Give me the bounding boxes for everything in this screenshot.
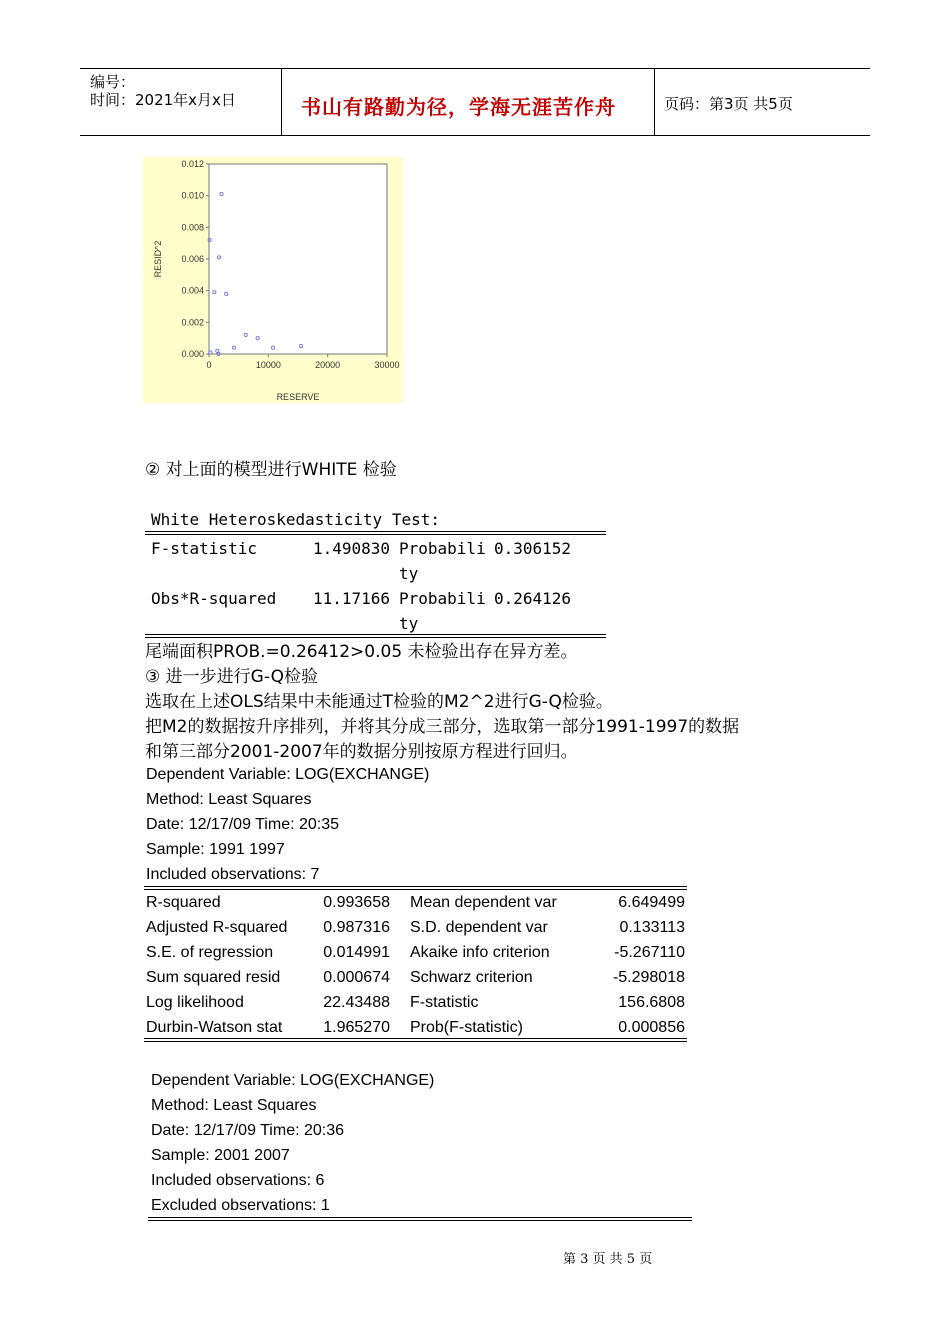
reg1-stat-value-2: 0.133113 — [619, 919, 685, 936]
reg1-table-top-rule — [144, 886, 687, 890]
section2-heading: ② 对上面的模型进行WHITE 检验 — [145, 460, 397, 480]
reg1-stat-value-2: -5.267110 — [614, 944, 685, 961]
section3-paragraph-2: 把M2的数据按升序排列，并将其分成三部分，选取第一部分1991-1997的数据 — [145, 717, 740, 737]
reg2-table-top-rule — [148, 1217, 692, 1221]
reg1-stat-label: Log likelihood — [146, 994, 244, 1011]
reg2-included-observations: Included observations: 6 — [151, 1172, 325, 1189]
reg1-dependent-variable: Dependent Variable: LOG(EXCHANGE) — [146, 766, 430, 783]
white-row-obsr-value: 11.17166 — [313, 589, 391, 608]
reg2-excluded-observations: Excluded observations: 1 — [151, 1197, 330, 1214]
reg1-stat-value-2: 6.649499 — [618, 894, 685, 911]
white-row-fstat-label: F-statistic — [151, 539, 257, 558]
header-time-label: 时间：2021年x月x日 — [90, 91, 236, 109]
reg1-stat-value: 22.43488 — [323, 994, 390, 1011]
reg1-stat-label-2: Akaike info criterion — [410, 944, 550, 961]
reg2-dependent-variable: Dependent Variable: LOG(EXCHANGE) — [151, 1072, 435, 1089]
header-motto: 书山有路勤为径，学海无涯苦作舟 — [301, 95, 616, 119]
reg1-stat-label-2: Schwarz criterion — [410, 969, 533, 986]
header-code-label: 编号： — [90, 73, 136, 91]
white-row-fstat-value: 1.490830 — [313, 539, 391, 558]
y-tick-label: 0.012 — [181, 159, 204, 169]
y-tick-label: 0.006 — [181, 254, 204, 264]
x-tick-label: 20000 — [315, 360, 341, 370]
header-divider-right — [654, 68, 655, 136]
reg1-stat-label-2: S.D. dependent var — [410, 919, 548, 936]
y-axis-label: RESID^2 — [153, 240, 163, 278]
white-row-obsr-label: Obs*R-squared — [151, 589, 277, 608]
y-tick-label: 0.008 — [181, 222, 204, 233]
reg1-stat-label: R-squared — [146, 894, 221, 911]
reg1-stat-label: Durbin-Watson stat — [146, 1019, 283, 1036]
page-footer: 第 3 页 共 5 页 — [563, 1252, 653, 1267]
plot-area — [209, 164, 387, 354]
section3-heading: ③ 进一步进行G-Q检验 — [145, 667, 318, 687]
reg1-stat-label: S.E. of regression — [146, 944, 274, 961]
x-tick-label: 0 — [206, 360, 212, 370]
header-page-label: 页码：第3页 共5页 — [664, 95, 793, 113]
white-test-title: White Heteroskedasticity Test: — [151, 510, 440, 529]
reg2-method: Method: Least Squares — [151, 1097, 317, 1114]
reg1-stat-value: 1.965270 — [323, 1019, 390, 1036]
white-row-fstat-prob-label-wrap: ty — [399, 564, 419, 583]
section3-paragraph-1: 选取在上述OLS结果中未能通过T检验的M2^2进行G-Q检验。 — [145, 692, 613, 712]
chart-canvas — [143, 157, 403, 403]
reg1-stat-label-2: Mean dependent var — [410, 894, 557, 911]
white-table-bottom-rule — [145, 634, 606, 638]
y-tick-label: 0.002 — [181, 317, 204, 328]
reg1-stat-label-2: F-statistic — [410, 994, 479, 1011]
white-table-top-rule — [145, 531, 606, 535]
white-row-fstat-prob: 0.306152 — [494, 539, 572, 558]
y-tick-label: 0.004 — [181, 285, 204, 296]
reg1-stat-label-2: Prob(F-statistic) — [410, 1019, 523, 1036]
header-bottom-rule — [80, 135, 870, 136]
reg1-date: Date: 12/17/09 Time: 20:35 — [146, 816, 340, 833]
reg1-method: Method: Least Squares — [146, 791, 312, 808]
reg1-stat-label: Sum squared resid — [146, 969, 281, 986]
reg1-stat-value-2: 156.6808 — [618, 994, 685, 1011]
section3-paragraph-3: 和第三部分2001-2007年的数据分别按原方程进行回归。 — [145, 742, 578, 762]
reg1-stat-value: 0.014991 — [323, 944, 390, 961]
reg1-stat-label: Adjusted R-squared — [146, 919, 288, 936]
reg1-stat-value-2: -5.298018 — [612, 969, 685, 986]
white-row-obsr-prob: 0.264126 — [494, 589, 572, 608]
header-divider-left — [281, 68, 282, 136]
white-row-obsr-prob-label-wrap: ty — [399, 614, 419, 633]
reg1-sample: Sample: 1991 1997 — [146, 841, 285, 858]
header-top-rule — [80, 68, 870, 69]
x-tick-label: 30000 — [374, 360, 400, 370]
y-tick-label: 0.010 — [181, 190, 204, 201]
x-tick-label: 10000 — [255, 360, 281, 370]
x-axis-label: RESERVE — [276, 392, 320, 402]
reg2-sample: Sample: 2001 2007 — [151, 1147, 290, 1164]
reg1-stat-value: 0.993658 — [323, 894, 390, 911]
reg1-stat-value: 0.987316 — [323, 919, 390, 936]
white-conclusion: 尾端面积PROB.=0.26412>0.05 未检验出存在异方差。 — [145, 642, 578, 662]
reg1-stat-value: 0.000674 — [323, 969, 390, 986]
reg1-stat-value-2: 0.000856 — [618, 1019, 685, 1036]
reg2-date: Date: 12/17/09 Time: 20:36 — [151, 1122, 345, 1139]
reg1-observations: Included observations: 7 — [146, 866, 320, 883]
white-row-obsr-prob-label: Probabili — [399, 589, 486, 608]
white-row-fstat-prob-label: Probabili — [399, 539, 486, 558]
y-tick-label: 0.000 — [181, 349, 204, 359]
resid-scatter-chart — [143, 157, 403, 403]
reg1-table-bottom-rule — [144, 1038, 687, 1042]
